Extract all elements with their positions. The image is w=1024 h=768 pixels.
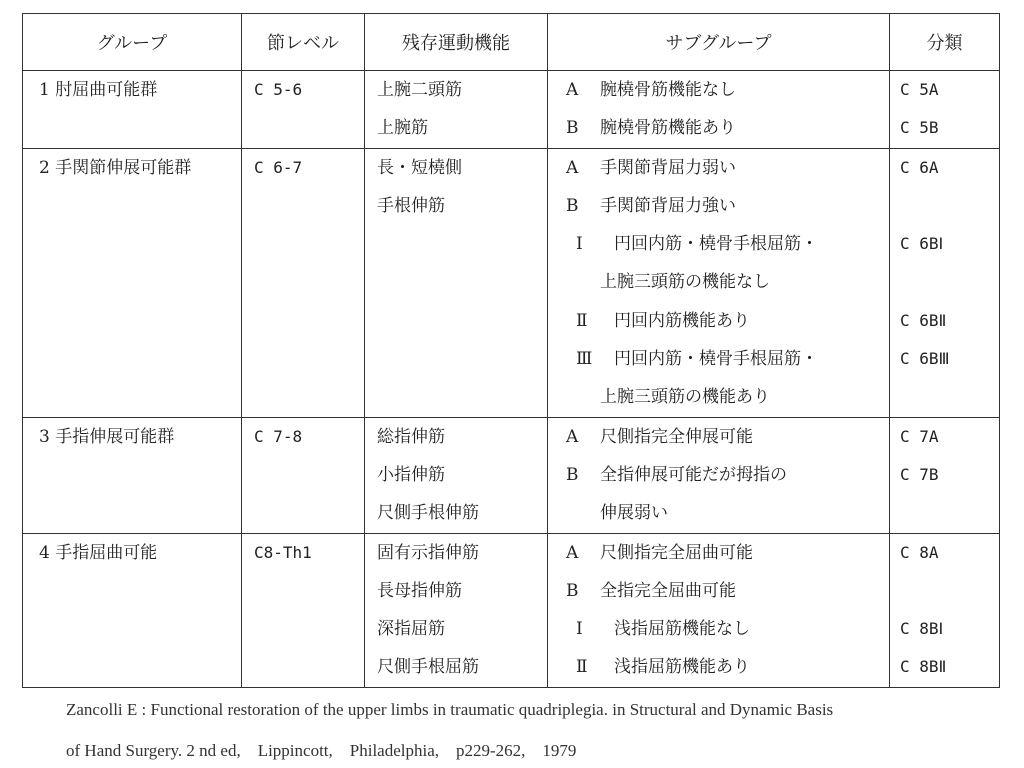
subgroup-line: [548, 418, 889, 456]
header-level: 節レベル: [242, 14, 365, 70]
classification-code: C 5B: [900, 118, 939, 138]
subgroup-line: [548, 610, 889, 648]
muscle-name: 長母指伸筋: [377, 580, 462, 601]
subgroup-text: 全指完全屈曲可能: [600, 580, 736, 601]
subgroup-text: 伸展弱い: [600, 503, 668, 524]
segment-level: C8-Th1: [254, 542, 312, 562]
subgroup-line: [548, 340, 889, 378]
subgroup-text: 円回内筋・橈骨手根屈筋・: [614, 349, 818, 370]
subgroup-line: [548, 109, 889, 147]
subgroup-label: A: [566, 542, 579, 563]
muscle-name: 総指伸筋: [377, 426, 445, 447]
subgroup-line: [548, 648, 889, 686]
classification-code: [890, 378, 999, 416]
segment-level: C 5-6: [254, 80, 303, 99]
group-cell: [23, 418, 242, 533]
muscle-name: 尺側手根伸筋: [377, 503, 479, 524]
subgroup-text: 尺側指完全屈曲可能: [600, 542, 753, 563]
group-name: 3 手指伸展可能群: [39, 426, 175, 447]
subgroup-roman-numeral: Ⅱ: [576, 657, 588, 678]
subgroup-label: B: [566, 464, 579, 485]
subgroup-label: B: [566, 118, 579, 139]
classification-code: C 8BⅠ: [900, 619, 944, 639]
group-name: 4 手指屈曲可能: [39, 542, 158, 563]
subgroup-roman-numeral: Ⅲ: [576, 349, 593, 370]
group-name: 1 肘屈曲可能群: [39, 80, 158, 100]
subgroup-text: 手関節背屈力弱い: [600, 157, 736, 178]
subgroup-cell: [548, 534, 890, 687]
subgroup-line: [548, 378, 889, 416]
muscle-name: 尺側手根屈筋: [377, 657, 479, 678]
level-cell: [242, 534, 365, 687]
classification-code: [890, 263, 999, 301]
subgroup-label: B: [566, 195, 579, 216]
subgroup-text: 手関節背屈力強い: [600, 195, 736, 216]
table-row: [23, 71, 999, 149]
classification-code: [890, 494, 999, 532]
table-row: [23, 534, 999, 688]
reference-line-1: Zancolli E : Functional restoration of the upper limbs in traumatic quadriplegia. in Structural and Dynamic Basis: [66, 700, 834, 719]
segment-level: C 6-7: [254, 157, 303, 177]
muscle-name: 小指伸筋: [377, 464, 445, 485]
subgroup-line: [548, 187, 889, 225]
table-header-row: [23, 13, 999, 71]
subgroup-roman-numeral: Ⅰ: [576, 234, 583, 255]
classification-cell: [890, 418, 999, 533]
segment-level: C 7-8: [254, 426, 303, 446]
subgroup-text: 腕橈骨筋機能なし: [600, 80, 736, 100]
subgroup-line: [548, 71, 889, 109]
subgroup-text: 上腕三頭筋の機能なし: [600, 272, 770, 293]
group-name: 2 手関節伸展可能群: [39, 157, 192, 178]
classification-code: C 8BⅡ: [900, 657, 947, 677]
classification-code: [890, 187, 999, 225]
level-cell: [242, 149, 365, 417]
header-subgroup: サブグループ: [548, 14, 890, 70]
subgroup-cell: [548, 149, 890, 417]
group-cell: [23, 534, 242, 687]
muscle-name: 上腕二頭筋: [377, 80, 462, 100]
muscle-cell: [365, 418, 548, 533]
zancolli-classification-table: [22, 13, 1000, 688]
subgroup-text: 全指伸展可能だが拇指の: [600, 464, 787, 485]
classification-code: C 6A: [900, 157, 939, 177]
subgroup-line: [548, 149, 889, 187]
header-classification: 分類: [926, 33, 963, 54]
classification-code: C 8A: [900, 542, 939, 562]
classification-code: C 6BⅡ: [900, 310, 947, 330]
subgroup-label: A: [566, 157, 579, 178]
subgroup-label: B: [566, 580, 579, 601]
level-cell: [242, 71, 365, 148]
header-group: グループ: [23, 14, 242, 70]
classification-code: C 6BⅠ: [900, 234, 944, 254]
muscle-cell: [365, 534, 548, 687]
subgroup-line: [548, 456, 889, 494]
subgroup-line: [548, 494, 889, 532]
reference-line-2: of Hand Surgery. 2 nd ed, Lippincott, Philadelphia, p229-262, 1979: [66, 741, 577, 760]
subgroup-cell: [548, 418, 890, 533]
classification-code: [890, 572, 999, 610]
subgroup-text: 上腕三頭筋の機能あり: [600, 387, 770, 408]
classification-code: C 5A: [900, 80, 939, 99]
classification-cell: [890, 149, 999, 417]
subgroup-line: [548, 263, 889, 301]
subgroup-roman-numeral: Ⅰ: [576, 619, 583, 640]
muscle-name: 固有示指伸筋: [377, 542, 479, 563]
muscle-name: 長・短橈側: [377, 157, 462, 178]
subgroup-text: 円回内筋機能あり: [614, 310, 750, 331]
subgroup-cell: [548, 71, 890, 148]
subgroup-roman-numeral: Ⅱ: [576, 310, 588, 331]
subgroup-label: A: [566, 426, 579, 447]
classification-code: C 6BⅢ: [900, 349, 950, 369]
group-cell: [23, 149, 242, 417]
header-motor-function: 残存運動機能: [365, 14, 548, 70]
classification-cell: [890, 71, 999, 148]
muscle-cell: [365, 149, 548, 417]
muscle-cell: [365, 71, 548, 148]
table-row: [23, 149, 999, 418]
subgroup-text: 尺側指完全伸展可能: [600, 426, 753, 447]
subgroup-line: [548, 225, 889, 263]
classification-code: C 7B: [900, 464, 939, 484]
subgroup-line: [548, 302, 889, 340]
subgroup-text: 円回内筋・橈骨手根屈筋・: [614, 234, 818, 255]
classification-cell: [890, 534, 999, 687]
table-row: [23, 418, 999, 534]
muscle-name: 深指屈筋: [377, 619, 445, 640]
subgroup-label: A: [566, 80, 579, 100]
subgroup-line: [548, 572, 889, 610]
subgroup-text: 腕橈骨筋機能あり: [600, 118, 736, 139]
subgroup-line: [548, 534, 889, 572]
subgroup-text: 浅指屈筋機能なし: [614, 619, 750, 640]
subgroup-text: 浅指屈筋機能あり: [614, 657, 750, 678]
muscle-name: 手根伸筋: [377, 195, 445, 216]
classification-code: C 7A: [900, 426, 939, 446]
level-cell: [242, 418, 365, 533]
group-cell: [23, 71, 242, 148]
muscle-name: 上腕筋: [377, 118, 428, 139]
